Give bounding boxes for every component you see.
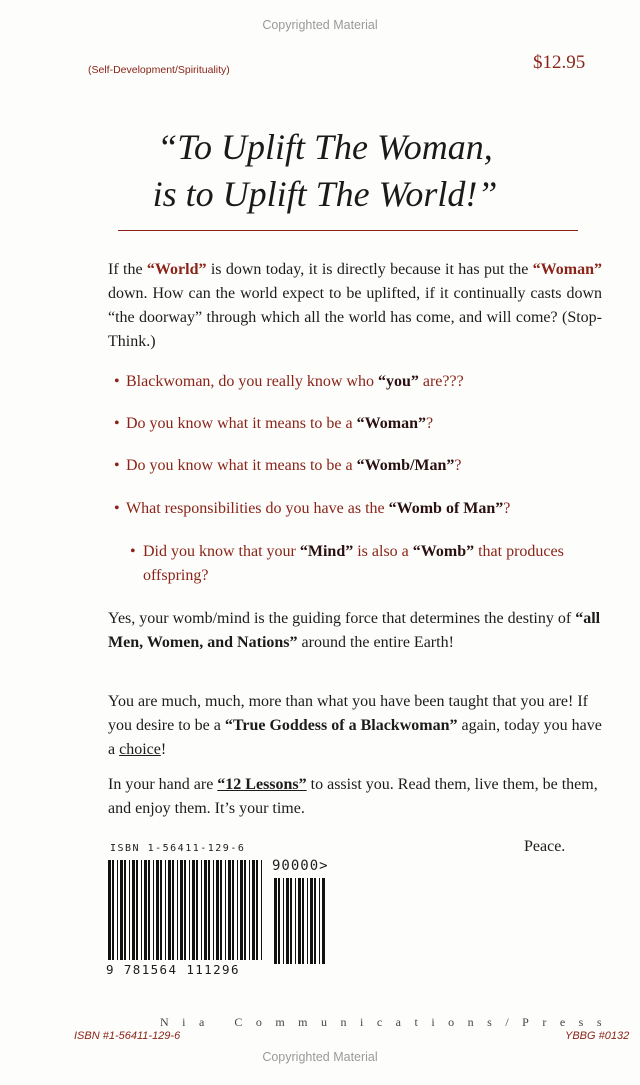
bullet-text-end: that produces offspring? (143, 543, 564, 584)
divider-rule (118, 230, 578, 231)
paragraph-keyword: “12 Lessons” (217, 776, 307, 793)
bullet-text: Do you know what it means to be a (126, 457, 357, 474)
paragraph-keyword: “all Men, Women, and Nations” (108, 610, 601, 651)
headline (40, 124, 610, 218)
intro-text-2: is down today, it is directly because it has put the (206, 261, 533, 278)
addon-barcode-icon (272, 878, 328, 964)
bullet-text-mid: is also a (353, 543, 413, 560)
bullet-keyword: “Mind” (299, 543, 354, 560)
paragraph-text: In your hand are (108, 776, 218, 793)
copyright-watermark-bottom: Copyrighted Material (262, 1050, 378, 1064)
bullet-item (143, 540, 613, 588)
bullet-item (126, 454, 616, 478)
paragraph-text: Yes, your womb/mind is the guiding force that determines the destiny of (108, 610, 576, 627)
bullet-keyword: “Womb/Man” (356, 457, 455, 474)
barcode-addon-label: 90000> (272, 858, 329, 874)
product-code: YBBG #0132 (565, 1030, 630, 1042)
bullet-text-end: ? (503, 500, 511, 517)
category-label: (Self-Development/Spirituality) (88, 64, 230, 76)
paragraph-text-end: ! (160, 741, 167, 758)
intro-text-1: If the (108, 261, 147, 278)
intro-text-3: down. How can the world expect to be uplifted, if it continually casts down “the doorway” through which all the world has come, and will come? (Stop-Think.) (108, 285, 602, 350)
bullet-text: Do you know what it means to be a (126, 415, 357, 432)
publisher-line: Nia Communications/Press (160, 1015, 615, 1029)
copyright-watermark-top: Copyrighted Material (262, 18, 378, 32)
barcode-digits: 9 781564 111296 (106, 962, 240, 977)
bullet-text-end: are??? (418, 373, 464, 390)
bullet-item (126, 412, 616, 436)
headline-line-1: “To Uplift The Woman, (157, 127, 493, 167)
bullet-keyword: “Woman” (356, 415, 426, 432)
paragraph-text-end: around the entire Earth! (297, 634, 454, 651)
bullet-keyword-2: “Womb” (412, 543, 475, 560)
bullet-keyword: “you” (377, 373, 419, 390)
paragraph-underlined-word: choice (119, 741, 161, 758)
paragraph-text-end: to assist you. Read them, live them, be them, and enjoy them. It’s your time. (108, 776, 598, 817)
paragraph-text-mid: again, today you have a (108, 717, 602, 758)
intro-paragraph (108, 258, 602, 354)
isbn-footer: ISBN #1-56411-129-6 (74, 1030, 181, 1042)
bullet-text: Blackwoman, do you really know who (126, 373, 378, 390)
bullet-keyword: “Womb of Man” (388, 500, 504, 517)
barcode-icon (106, 860, 266, 964)
bullet-text-end: ? (425, 415, 434, 432)
intro-keyword-woman: “Woman” (532, 261, 602, 278)
intro-keyword-world: “World” (146, 261, 207, 278)
bullet-text-end: ? (454, 457, 462, 474)
headline-line-2: is to Uplift The World!” (152, 174, 498, 214)
paragraph-destiny (108, 607, 602, 655)
paragraph-lessons (108, 773, 602, 821)
paragraph-goddess (108, 690, 602, 762)
bullet-item (126, 497, 616, 521)
bullet-text: What responsibilities do you have as the (126, 500, 389, 517)
bullet-item (126, 370, 616, 394)
paragraph-text: You are much, much, more than what you have been taught that you are! If you desire to be a (108, 693, 589, 734)
bullet-text: Did you know that your (143, 543, 300, 560)
isbn-label: ISBN 1-56411-129-6 (110, 843, 246, 854)
paragraph-keyword: “True Goddess of a Blackwoman” (224, 717, 458, 734)
price-label: $12.95 (533, 52, 586, 73)
signoff: Peace. (524, 838, 566, 855)
